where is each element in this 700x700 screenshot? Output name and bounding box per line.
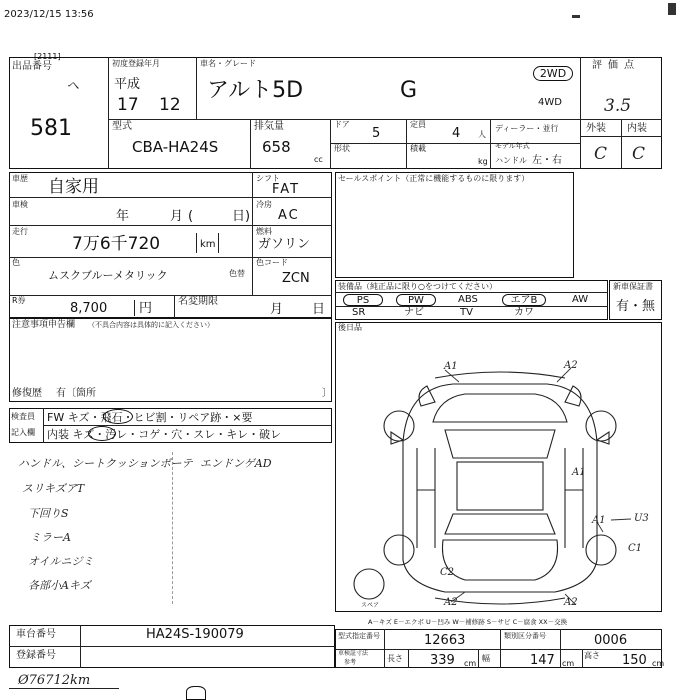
height-value: 150 bbox=[622, 653, 647, 668]
footer-handwritten-mileage: Ø76712km bbox=[18, 673, 91, 688]
load-unit: kg bbox=[478, 157, 488, 166]
stamp-mark bbox=[186, 686, 206, 700]
lot-number: 581 bbox=[30, 116, 72, 141]
registration-era: 平成 bbox=[114, 77, 141, 92]
color-code-label: 色コード bbox=[256, 258, 288, 267]
interior-grade: C bbox=[632, 144, 646, 164]
doors-value: 5 bbox=[372, 126, 381, 141]
mileage-value: 7万6千720 bbox=[72, 234, 161, 254]
capacity-unit: 人 bbox=[478, 130, 486, 139]
exterior-grade: C bbox=[594, 144, 608, 164]
length-label: 長さ bbox=[387, 654, 403, 663]
damage-mark: A1 bbox=[444, 361, 458, 372]
equipment-tv: TV bbox=[460, 307, 473, 318]
handwritten-note: 各部小Aキズ bbox=[28, 579, 91, 592]
handwritten-note: スリキズアT bbox=[22, 482, 85, 495]
notes-label: 注意事項申告欄 bbox=[12, 320, 76, 330]
notes-sub: （不具合内容は具体的に記入ください） bbox=[88, 321, 214, 329]
handwritten-note: ハンドル、シートクッションボーテ bbox=[18, 457, 193, 470]
equipment-label: 装備品（純正品に限り○をつけてください） bbox=[338, 282, 497, 291]
name-change-label: 名変期限 bbox=[178, 296, 218, 307]
recycle-label: R券 bbox=[12, 296, 26, 305]
history-label: 車歴 bbox=[12, 174, 28, 183]
fuel-value: ガソリン bbox=[258, 237, 311, 252]
model-label: 車名・グレード bbox=[200, 59, 256, 68]
chassis-label: 車台番号 bbox=[16, 629, 56, 640]
damage-mark: C2 bbox=[440, 567, 455, 578]
inspector-label1: 検査員 bbox=[11, 412, 35, 421]
color-value: ムスクブルーメタリック bbox=[48, 269, 168, 282]
dimensions-label: 車検証寸法 bbox=[338, 650, 369, 657]
capacity-value: 4 bbox=[452, 126, 461, 141]
sales-point-label: セールスポイント（正常に機能するものに限ります） bbox=[338, 174, 530, 183]
damage-mark: A2 bbox=[444, 597, 458, 608]
equipment-sr: SR bbox=[352, 307, 366, 318]
shift-label: シフト bbox=[256, 174, 280, 183]
length-unit: cm bbox=[464, 659, 477, 668]
score-label: 評価点 bbox=[592, 60, 640, 71]
registration-month: 12 bbox=[159, 95, 181, 115]
dealer-label: ディーラー・並行 bbox=[495, 124, 559, 133]
color-code: ZCN bbox=[282, 271, 310, 286]
inspection-year: 年 bbox=[116, 209, 130, 224]
model-designation-label: 型式指定番号 bbox=[338, 632, 380, 640]
inspector-row1: FW キズ・飛石・ヒビ割・リペア跡・×要 bbox=[47, 411, 253, 424]
steering-label: ハンドル bbox=[495, 156, 527, 165]
damage-mark: A2 bbox=[564, 360, 578, 371]
doors-label: ドア bbox=[334, 120, 350, 129]
steering-value: 左・右 bbox=[532, 155, 562, 166]
equipment-pw-circled: PW bbox=[396, 294, 436, 306]
name-change-day: 日 bbox=[312, 302, 326, 317]
height-label: 高さ bbox=[584, 651, 600, 660]
body-shape-label: 形状 bbox=[334, 144, 350, 153]
repair-close: 〕 bbox=[322, 388, 332, 399]
displacement-value: 658 bbox=[262, 138, 291, 156]
registration-year: 17 bbox=[117, 95, 139, 115]
model-grade: G bbox=[400, 78, 418, 103]
category-number-value: 0006 bbox=[594, 633, 628, 648]
model-name: アルト5D bbox=[207, 78, 304, 103]
load-label: 積載 bbox=[410, 144, 426, 153]
reg-number-label: 登録番号 bbox=[16, 650, 56, 661]
width-unit: cm bbox=[562, 659, 575, 668]
name-change-month: 月 bbox=[270, 302, 284, 317]
fuel-label: 燃料 bbox=[256, 227, 272, 236]
equipment-abs: ABS bbox=[458, 294, 478, 305]
car-damage-diagram bbox=[335, 322, 662, 612]
shift-value: FAT bbox=[272, 182, 301, 197]
scan-mark-corner bbox=[668, 3, 676, 15]
drive-2wd-circled: 2WD bbox=[533, 66, 573, 81]
repair-label: 修復歴 bbox=[12, 388, 42, 399]
width-value: 147 bbox=[530, 653, 555, 668]
handwritten-note: ミラーA bbox=[30, 531, 71, 544]
exterior-label: 外装 bbox=[586, 123, 606, 134]
mileage-label: 走行 bbox=[12, 227, 28, 236]
interior-label: 内装 bbox=[627, 123, 647, 134]
damage-legend: A－キズ E－エクボ U－凹み W－補修跡 S－サビ C－腐食 XX－交換 bbox=[368, 618, 568, 626]
height-unit: cm bbox=[652, 659, 665, 668]
dimensions-sublabel: 参考 bbox=[344, 659, 357, 666]
damage-mark: U3 bbox=[634, 513, 649, 524]
mileage-unit: km bbox=[200, 239, 216, 250]
inspection-open-paren: ( bbox=[188, 209, 194, 224]
capacity-label: 定員 bbox=[410, 120, 426, 129]
drive-4wd: 4WD bbox=[538, 97, 562, 108]
length-value: 339 bbox=[430, 653, 455, 668]
history-value: 自家用 bbox=[48, 177, 99, 197]
handwritten-note: 下回りS bbox=[28, 507, 69, 520]
equipment-ps-circled: PS bbox=[343, 294, 383, 306]
aircon-label: 冷房 bbox=[256, 200, 272, 209]
chassis-value: HA24S-190079 bbox=[146, 627, 244, 642]
displacement-label: 排気量 bbox=[254, 121, 284, 132]
lot-code: [2111] bbox=[34, 52, 61, 61]
lot-mark: ヘ bbox=[66, 79, 80, 94]
inspector-label2: 記入欄 bbox=[11, 428, 35, 437]
aircon-value: AC bbox=[278, 208, 300, 223]
equipment-navi: ナビ bbox=[404, 307, 424, 318]
recycle-value: 8,700 bbox=[70, 301, 108, 316]
inspection-label: 車検 bbox=[12, 200, 28, 209]
score-value: 3.5 bbox=[604, 96, 632, 116]
circled-stain-mark bbox=[88, 426, 116, 441]
equipment-leather: カワ bbox=[514, 307, 534, 318]
model-designation-value: 12663 bbox=[424, 633, 466, 648]
warranty-label: 新車保証書 bbox=[613, 282, 653, 291]
color-label: 色 bbox=[12, 258, 20, 267]
equipment-airbag-circled: エアB bbox=[502, 294, 546, 306]
inspector-row2: 内装 キズ・汚レ・コゲ・穴・スレ・キレ・破レ bbox=[47, 428, 282, 441]
category-number-label: 類別区分番号 bbox=[504, 632, 546, 640]
damage-mark: C1 bbox=[628, 543, 643, 554]
spare-label: スペア bbox=[361, 602, 380, 609]
type-label: 型式 bbox=[112, 121, 132, 132]
damage-mark: A1 bbox=[572, 467, 586, 478]
model-year-label: モデル年式 bbox=[495, 142, 530, 150]
handwritten-note: オイルニジミ bbox=[28, 555, 94, 568]
inspection-month: 月 bbox=[170, 209, 184, 224]
handwritten-note-right: エンドンゲAD bbox=[200, 457, 272, 470]
displacement-unit: cc bbox=[314, 155, 323, 164]
lot-label: 出品番号 bbox=[12, 61, 52, 72]
repair-value: 有〔箇所 bbox=[56, 388, 96, 399]
equipment-aw: AW bbox=[572, 294, 589, 305]
post-install-label: 後日品 bbox=[338, 323, 362, 332]
recycle-unit: 円 bbox=[139, 301, 153, 316]
type-value: CBA-HA24S bbox=[132, 138, 219, 156]
registration-label: 初度登録年月 bbox=[112, 59, 160, 68]
sales-point-frame bbox=[335, 172, 574, 278]
width-label: 幅 bbox=[482, 654, 490, 663]
color-change-label: 色替 bbox=[229, 269, 245, 278]
damage-mark: A1 bbox=[592, 515, 606, 526]
damage-mark: A2 bbox=[564, 597, 578, 608]
warranty-value: 有・無 bbox=[616, 299, 656, 314]
timestamp: 2023/12/15 13:56 bbox=[4, 9, 94, 20]
scan-mark bbox=[572, 15, 580, 18]
inspection-day: 日) bbox=[232, 209, 251, 224]
circled-chip-mark bbox=[103, 409, 133, 424]
